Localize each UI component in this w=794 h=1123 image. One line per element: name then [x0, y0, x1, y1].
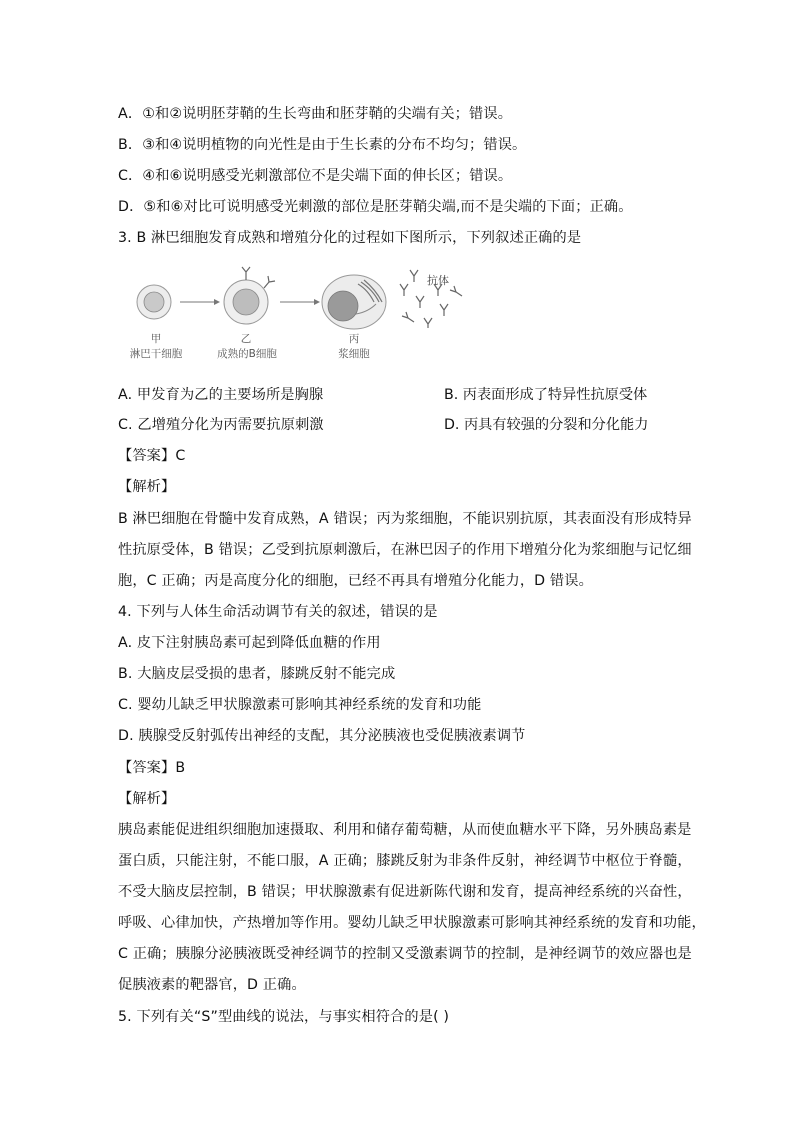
stem-cell-drawing: [137, 285, 171, 319]
arrow-1-head: [214, 299, 220, 305]
q3-analysis-line-3: 胞，C 正确；丙是高度分化的细胞，已经不再具有增殖分化能力，D 错误。: [118, 573, 593, 589]
question-5-stem: 5. 下列有关“S”型曲线的说法，与事实相符合的是( ): [118, 1009, 450, 1025]
q4-analysis-line-2: 蛋白质，只能注射，不能口服，A 正确；膝跳反射为非条件反射，神经调节中枢位于脊髓，: [118, 853, 692, 869]
option-line-d: D．⑤和⑥对比可说明感受光刺激的部位是胚芽鞘尖端,而不是尖端的下面；正确。: [118, 199, 633, 215]
cell-desc-jia: 淋巴干细胞: [129, 348, 183, 360]
option-line-a: A．①和②说明胚芽鞘的生长弯曲和胚芽鞘的尖端有关；错误。: [118, 106, 513, 122]
q4-analysis-line-5: C 正确；胰腺分泌胰液既受神经调节的控制又受激素调节的控制，是神经调节的效应器也是: [118, 946, 692, 962]
question-4-stem: 4. 下列与人体生命活动调节有关的叙述，错误的是: [118, 604, 438, 620]
option-line-c: C．④和⑥说明感受光刺激部位不是尖端下面的伸长区；错误。: [118, 168, 513, 184]
antibody-label: 抗体: [427, 274, 449, 287]
q3-analysis-line-1: B 淋巴细胞在骨髓中发育成熟，A 错误；丙为浆细胞，不能识别抗原，其表面没有形成特异: [118, 511, 692, 527]
q4-analysis-title: 【解析】: [118, 791, 176, 807]
q4-option-b: B. 大脑皮层受损的患者，膝跳反射不能完成: [118, 666, 396, 682]
q3-option-d: D. 丙具有较强的分裂和分化能力: [444, 417, 649, 433]
cell-name-yi: 乙: [240, 333, 252, 345]
q4-option-d: D. 胰腺受反射弧传出神经的支配，其分泌胰液也受促胰液素调节: [118, 728, 526, 744]
q3-analysis-line-2: 性抗原受体，B 错误；乙受到抗原刺激后，在淋巴因子的作用下增殖分化为浆细胞与记忆细: [118, 542, 692, 558]
q4-answer: 【答案】B: [118, 760, 186, 776]
q3-answer: 【答案】C: [118, 448, 186, 464]
cell-desc-bing: 浆细胞: [338, 348, 370, 360]
question-3-stem: 3. B 淋巴细胞发育成熟和增殖分化的过程如下图所示，下列叙述正确的是: [118, 230, 582, 246]
cell-desc-yi: 成熟的B细胞: [217, 348, 277, 360]
q4-option-a: A. 皮下注射胰岛素可起到降低血糖的作用: [118, 635, 381, 651]
q4-analysis-line-4: 呼吸、心律加快，产热增加等作用。婴幼儿缺乏甲状腺激素可影响其神经系统的发育和功能，: [118, 915, 706, 931]
q3-option-a: A. 甲发育为乙的主要场所是胸腺: [118, 387, 324, 403]
q4-analysis-line-1: 胰岛素能促进组织细胞加速摄取、利用和储存葡萄糖，从而使血糖水平下降，另外胰岛素是: [118, 822, 692, 838]
b-cell-figure: [118, 262, 478, 334]
cell-name-bing: 丙: [348, 333, 360, 345]
plasma-cell-drawing: [322, 275, 386, 329]
q4-option-c: C. 婴幼儿缺乏甲状腺激素可影响其神经系统的发育和功能: [118, 697, 482, 713]
q3-analysis-title: 【解析】: [118, 479, 176, 495]
q3-option-c: C. 乙增殖分化为丙需要抗原刺激: [118, 417, 324, 433]
arrow-2-head: [314, 299, 320, 305]
option-line-b: B．③和④说明植物的向光性是由于生长素的分布不均匀；错误。: [118, 137, 527, 153]
q3-option-b: B. 丙表面形成了特异性抗原受体: [444, 387, 648, 403]
q4-analysis-line-6: 促胰液素的靶器官，D 正确。: [118, 977, 306, 993]
q4-analysis-line-3: 不受大脑皮层控制，B 错误；甲状腺激素有促进新陈代谢和发育，提高神经系统的兴奋性，: [118, 884, 692, 900]
cell-name-jia: 甲: [150, 333, 162, 345]
mature-b-cell-drawing: [224, 267, 275, 324]
